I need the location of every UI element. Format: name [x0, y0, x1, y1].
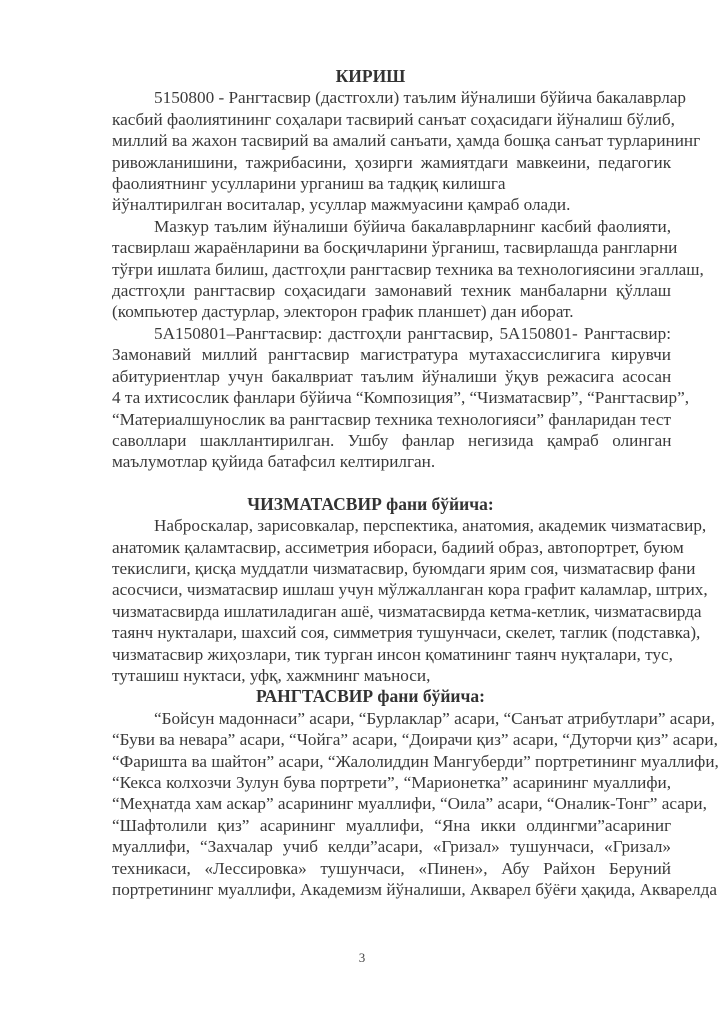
- text-line: йўналтирилган воситалар, усуллар мажмуасини қамраб олади.: [112, 195, 571, 215]
- text-line: тўғри ишлата билиш, дастгоҳли рангтасвир техника ва технологиясини эгаллаш,: [112, 259, 704, 279]
- text-line: чизматасвир жиҳозлари, тик турган инсон қоматининг таянч нуқталари, тус,: [112, 644, 673, 664]
- text-line: асосчиси, чизматасвир ишлаш учун мўлжалланган кора графит каламлар, штрих,: [112, 580, 708, 600]
- drawing-paragraph: [70, 515, 708, 686]
- text-line: маълумотлар қуйида батафсил келтирилган.: [112, 452, 436, 472]
- text-line: техникаси, «Лессировка» тушунчаси, «Пинен», Абу Райхон Беруний: [112, 858, 671, 878]
- text-line: чизматасвирда ишлатиладиган ашё, чизматасвирда кетма-кетлик, чизматасвирда: [112, 601, 702, 621]
- text-line: тасвирлаш жараёнларини ва босқичларини ўрганиш, тасвирлашда рангларни: [112, 238, 678, 258]
- heading-intro: КИРИШ: [335, 66, 406, 86]
- text-line: таянч нукталари, шахсий соя, симметрия тушунчаси, скелет, таглик (подставка),: [112, 623, 701, 643]
- text-line: муаллифи, “Захчалар учиб келди”асари, «Гризал» тушунчаси, «Гризал»: [112, 837, 671, 857]
- text-line: “Бойсун мадоннаси” асари, “Бурлаклар” асари, “Санъат атрибутлари” асари,: [154, 708, 715, 728]
- text-line: 5150800 - Рангтасвир (дастгохли) таълим йўналиши бўйича бакалаврлар: [154, 88, 686, 108]
- text-line: “Материалшунослик ва рангтасвир техника технологияси” фанларидан тест: [112, 409, 671, 429]
- text-line: 5A150801–Рангтасвир: дастгоҳли рангтасвир, 5A150801- Рангтасвир:: [154, 323, 671, 343]
- spacer: [70, 473, 671, 494]
- text-line: 4 та ихтисослик фанлари бўйича “Композиция”, “Чизматасвир”, “Рангтасвир”,: [112, 388, 690, 408]
- text-line: “Шафтолили қиз” асарининг муаллифи, “Яна икки олдингми”асариниг: [112, 815, 672, 835]
- text-line: “Меҳнатда хам аскар” асарининг муаллифи, “Оила” асари, “Оналик-Тонг” асари,: [112, 794, 707, 814]
- page-number: 3: [358, 950, 366, 965]
- text-line: “Буви ва невара” асари, “Чойга” асари, “Доирачи қиз” асари, “Дуторчи қиз” асари,: [112, 730, 718, 750]
- document-page: [70, 66, 719, 900]
- text-line: миллий ва жахон тасвирий ва амалий санъати, ҳамда бошқа санъат турларининг: [112, 131, 701, 151]
- intro-paragraph-3: [70, 323, 690, 473]
- text-line: анатомик қаламтасвир, ассиметрия ибораси, бадиий образ, автопортрет, буюм: [112, 537, 684, 557]
- text-line: абитуриентлар учун бакалвриат таълим йўналиши ўқув режасига асосан: [112, 366, 672, 386]
- text-line: туташиш нуктаси, уфқ, хажмнинг маъноси,: [112, 665, 431, 685]
- text-line: дастгоҳли рангтасвир соҳасидаги замонавий техник манбаларни қўллаш: [112, 281, 671, 301]
- text-line: саволлари шакллантирилган. Ушбу фанлар негизида қамраб олинган: [112, 430, 672, 450]
- text-line: фаолиятнинг усулларини урганиш ва тадқиқ килишга: [112, 174, 506, 194]
- text-line: портретининг муаллифи, Академизм йўналиши, Акварел бўёғи ҳақида, Акварелда: [112, 880, 718, 900]
- heading-drawing: ЧИЗМАТАСВИР фани бўйича:: [247, 493, 494, 514]
- text-line: (компьютер дастурлар, электорон график планшет) дан иборат.: [112, 302, 574, 322]
- text-line: “Кекса колхозчи Зулун бува портрети”, “Марионетка” асарининг муаллифи,: [112, 773, 671, 792]
- intro-paragraph-2: [70, 216, 704, 323]
- heading-painting: РАНГТАСВИР фани бўйича:: [256, 686, 485, 707]
- text-line: “Фаришта ва шайтон” асари, “Жалолиддин Мангуберди” портретининг муаллифи,: [112, 751, 719, 771]
- text-line: касбий фаолиятининг соҳалари тасвирий санъат соҳасидаги йўналиш бўлиб,: [112, 109, 675, 129]
- painting-paragraph: [70, 708, 719, 901]
- text-line: Замонавий миллий рангтасвир магистратура мутахассислигига кирувчи: [112, 345, 671, 365]
- intro-paragraph-1: [70, 87, 701, 215]
- text-line: ривожланишини, тажрибасини, ҳозирги жамиятдаги мавкеини, педагогик: [112, 152, 672, 172]
- text-line: Мазкур таълим йўналиши бўйича бакалаврларнинг касбий фаолияти,: [154, 216, 671, 236]
- text-line: текислиги, қисқа муддатли чизматасвир, буюмдаги ярим соя, чизматасвир фани: [112, 558, 696, 578]
- text-line: Наброскалар, зарисовкалар, перспектика, анатомия, академик чизматасвир,: [154, 516, 707, 536]
